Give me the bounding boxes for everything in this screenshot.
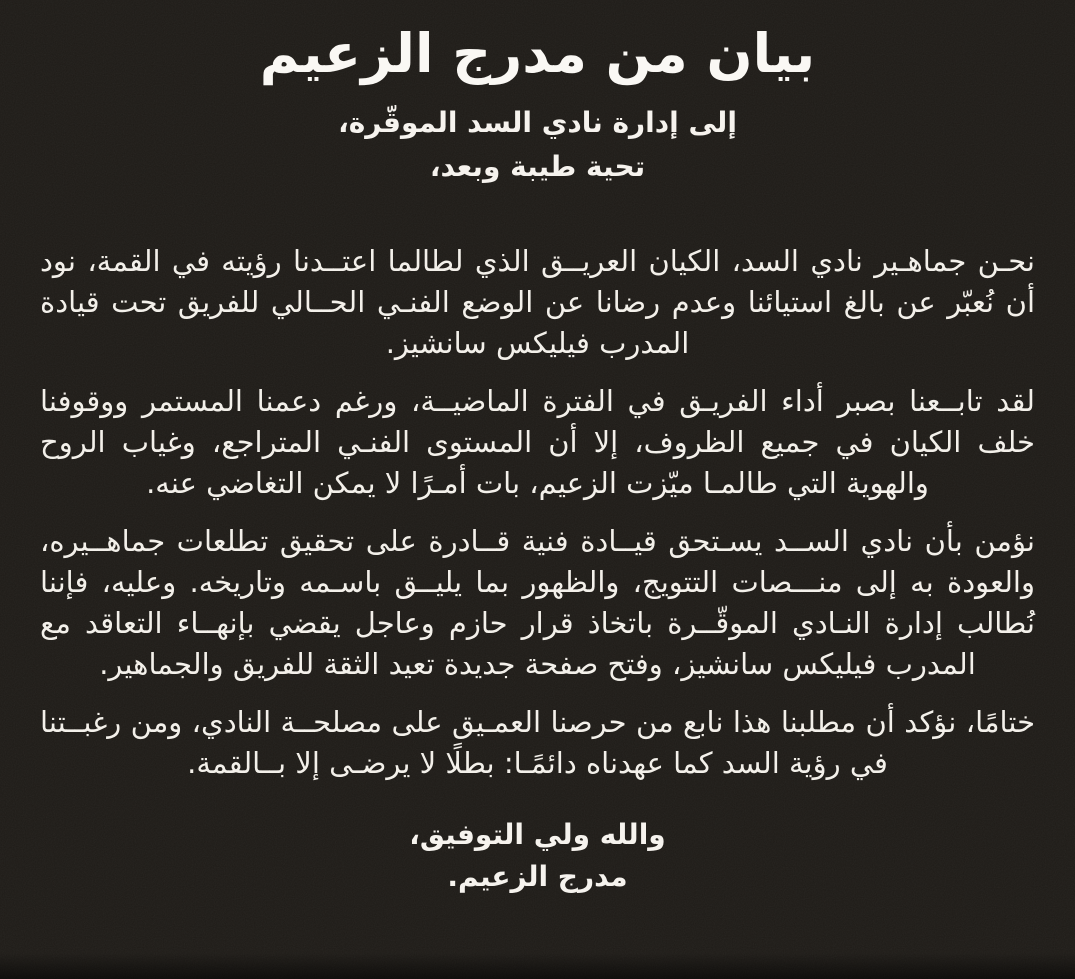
closing-blessing: والله ولي التوفيق، [409, 817, 666, 851]
statement-title: بيان من مدرج الزعيم [259, 22, 816, 85]
paragraph-demand-coach-dismissal: نؤمن بأن نادي الســد يسـتحق قيــادة فنية قــادرة على تحقيق تطلعات جماهــيره، والعودة به إلى منـــصات التتويج، والظهور بما يليــق باسـمه وتاريخه. وعليه، فإننا نُطالب إدارة النـادي الموقّــرة باتخاذ قرار حازم وعاجل يقضي بإنهــاء التعاقد مع المدرب فيليكس سانشيز، وفتح صفحة جديدة تعيد الثقة للفريق والجماهير. [40, 523, 1035, 681]
paragraph-intro-complaint: نحـن جماهـير نادي السد، الكيان العريــق الذي لطالما اعتــدنا رؤيته في القمة، نود أن نُعبّر عن بالغ استيائنا وعدم رضانا عن الوضع الفنـي الحــالي للفريق تحت قيادة المدرب فيليكس سانشيز. [40, 243, 1035, 360]
statement-body [40, 241, 1035, 784]
paragraph-patience-decline: لقد تابــعنا بصبر أداء الفريـق في الفترة الماضيــة، ورغم دعمنا المستمر ووقوفنا خلف الكيان في جميع الظروف، إلا أن المستوى الفنـي المتراجع، وغياب الروح والهوية التي طالمـا ميّزت الزعيم، بات أمـرًا لا يمكن التغاضي عنه. [40, 383, 1035, 500]
paragraph-conclusion: ختامًا، نؤكد أن مطلبنا هذا نابع من حرصنا العمـيق على مصلحــة النادي، ومن رغبــتنا في رؤية السد كما عهدناه دائمًـا: بطلًا لا يرضـى إلا بــالقمة. [40, 704, 1035, 780]
salutation-addressee: إلى إدارة نادي السد الموقّرة، [338, 105, 737, 139]
salutation-greeting: تحية طيبة وبعد، [429, 149, 646, 183]
closing-block [40, 814, 1035, 898]
bottom-vignette [0, 953, 1075, 979]
signature: مدرج الزعيم. [447, 859, 628, 893]
